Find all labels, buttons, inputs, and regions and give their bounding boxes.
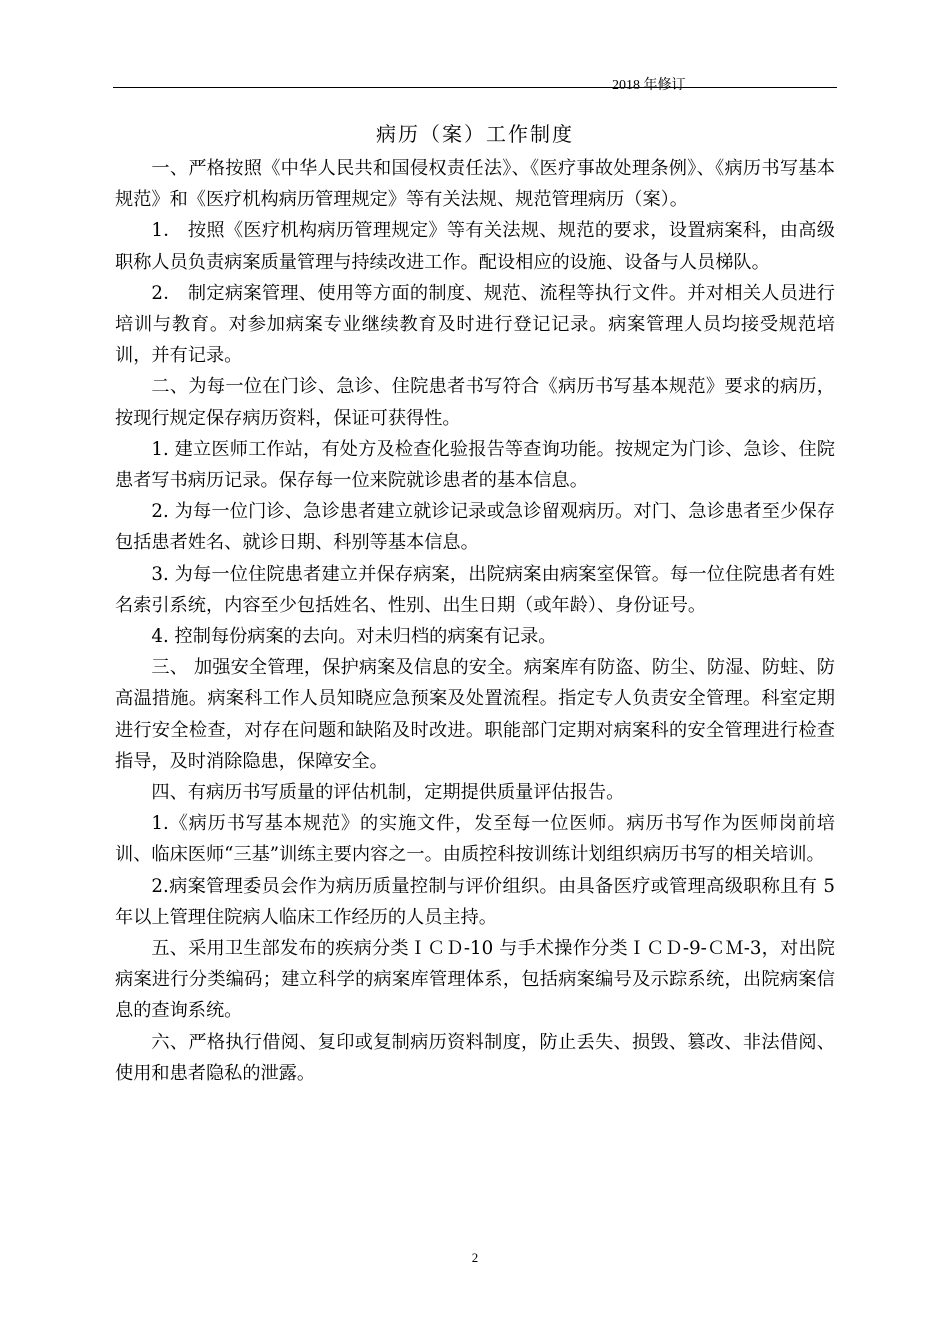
header-rule	[113, 87, 837, 88]
paragraph: 二、为每一位在门诊、急诊、住院患者书写符合《病历书写基本规范》要求的病历，按现行规定保存病历资料，保证可获得性。	[115, 376, 835, 429]
paragraph: 三、 加强安全管理，保护病案及信息的安全。病案库有防盗、防尘、防湿、防蛀、防高温措施。病案科工作人员知晓应急预案及处置流程。指定专人负责安全管理。科室定期进行安全检查，对存在问题和缺陷及时改进。职能部门定期对病案科的安全管理进行检查指导，及时消除隐患，保障安全。	[115, 657, 835, 772]
paragraph: 1.《病历书写基本规范》的实施文件，发至每一位医师。病历书写作为医师岗前培训、临床医师“三基”训练主要内容之一。由质控科按训练计划组织病历书写的相关培训。	[115, 813, 835, 866]
paragraph: 2.病案管理委员会作为病历质量控制与评价组织。由具备医疗或管理高级职称且有 5 年以上管理住院病人临床工作经历的人员主持。	[115, 875, 835, 928]
paragraph: 1． 按照《医疗机构病历管理规定》等有关法规、规范的要求，设置病案科，由高级职称人员负责病案质量管理与持续改进工作。配设相应的设施、设备与人员梯队。	[115, 220, 835, 273]
paragraph: 1. 建立医师工作站，有处方及检查化验报告等查询功能。按规定为门诊、急诊、住院患者写书病历记录。保存每一位来院就诊患者的基本信息。	[115, 438, 835, 492]
paragraph: 2． 制定病案管理、使用等方面的制度、规范、流程等执行文件。并对相关人员进行培训与教育。对参加病案专业继续教育及时进行登记记录。病案管理人员均接受规范培训，并有记录。	[115, 282, 835, 367]
paragraph: 3. 为每一位住院患者建立并保存病案，出院病案由病案室保管。每一位住院患者有姓名索引系统，内容至少包括姓名、性别、出生日期（或年龄）、身份证号。	[115, 563, 835, 616]
document-title: 病历（案）工作制度	[376, 122, 574, 146]
document-body	[115, 153, 835, 1089]
paragraph: 2. 为每一位门诊、急诊患者建立就诊记录或急诊留观病历。对门、急诊患者至少保存包括患者姓名、就诊日期、科别等基本信息。	[115, 501, 835, 554]
paragraph: 一、严格按照《中华人民共和国侵权责任法》、《医疗事故处理条例》、《病历书写基本规范》和《医疗机构病历管理规定》等有关法规、规范管理病历（案）。	[115, 158, 835, 211]
paragraph: 4. 控制每份病案的去向。对未归档的病案有记录。	[151, 626, 557, 648]
paragraph: 四、有病历书写质量的评估机制，定期提供质量评估报告。	[151, 782, 625, 804]
page-number: 2	[471, 1250, 479, 1265]
paragraph: 六、严格执行借阅、复印或复制病历资料制度，防止丢失、损毁、篡改、非法借阅、使用和患者隐私的泄露。	[115, 1031, 835, 1084]
revision-note: 2018 年修订	[612, 78, 686, 93]
paragraph: 五、采用卫生部发布的疾病分类ＩＣＤ-10 与手术操作分类ＩＣＤ-9-ＣＭ-3，对出院病案进行分类编码；建立科学的病案库管理体系，包括病案编号及示踪系统，出院病案信息的查询系统。	[115, 938, 835, 1022]
